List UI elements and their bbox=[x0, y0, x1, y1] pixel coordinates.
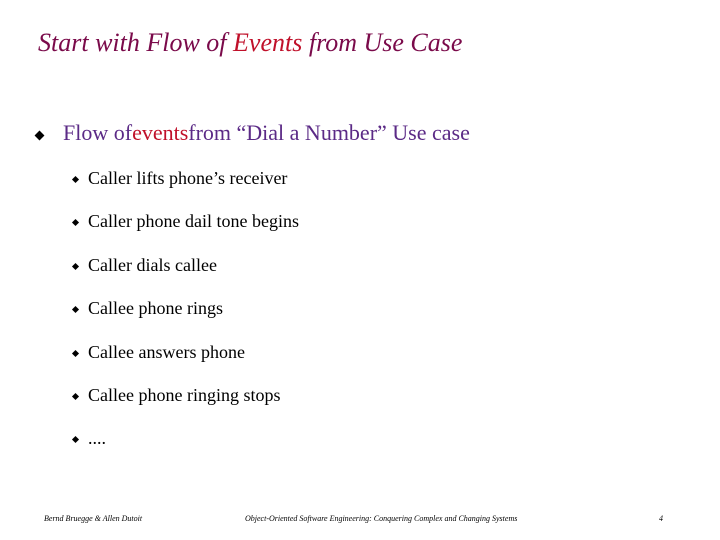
sub-bullet bbox=[73, 298, 223, 319]
sub-bullet bbox=[73, 428, 106, 449]
sub-bullet bbox=[73, 168, 287, 189]
diamond-bullet-icon bbox=[72, 176, 79, 183]
sub-bullet bbox=[73, 211, 299, 232]
diamond-bullet-icon bbox=[72, 393, 79, 400]
sub-bullet-text: Caller dials callee bbox=[88, 255, 217, 275]
main-bullet-part-2: from “Dial a Number” Use case bbox=[188, 120, 470, 145]
sub-bullet-text: Callee phone ringing stops bbox=[88, 385, 281, 405]
sub-bullet bbox=[73, 342, 245, 363]
main-bullet-highlight: events bbox=[132, 120, 189, 145]
footer-book-title: Object-Oriented Software Engineering: Conquering Complex and Changing Systems bbox=[245, 514, 518, 523]
sub-bullet-text: Callee phone rings bbox=[88, 298, 223, 318]
diamond-bullet-icon bbox=[72, 219, 79, 226]
title-highlight: Events bbox=[233, 28, 303, 57]
title-part-2: from Use Case bbox=[302, 28, 463, 57]
sub-bullet-text: Callee answers phone bbox=[88, 342, 245, 362]
main-bullet-part-1: Flow of bbox=[63, 120, 133, 145]
footer-authors: Bernd Bruegge & Allen Dutoit bbox=[44, 514, 143, 523]
diamond-bullet-icon bbox=[72, 306, 79, 313]
slide-title bbox=[38, 28, 462, 58]
sub-bullet-text: .... bbox=[88, 428, 106, 448]
sub-bullet-text: Caller phone dail tone begins bbox=[88, 211, 299, 231]
diamond-bullet-icon bbox=[72, 350, 79, 357]
sub-bullet-text: Caller lifts phone’s receiver bbox=[88, 168, 288, 188]
sub-bullet bbox=[73, 385, 280, 406]
diamond-bullet-icon bbox=[35, 130, 45, 140]
main-bullet bbox=[34, 120, 470, 146]
footer-page-number: 4 bbox=[659, 514, 663, 523]
sub-bullet bbox=[73, 255, 217, 276]
title-part-1: Start with Flow of bbox=[38, 28, 234, 57]
diamond-bullet-icon bbox=[72, 436, 79, 443]
diamond-bullet-icon bbox=[72, 263, 79, 270]
